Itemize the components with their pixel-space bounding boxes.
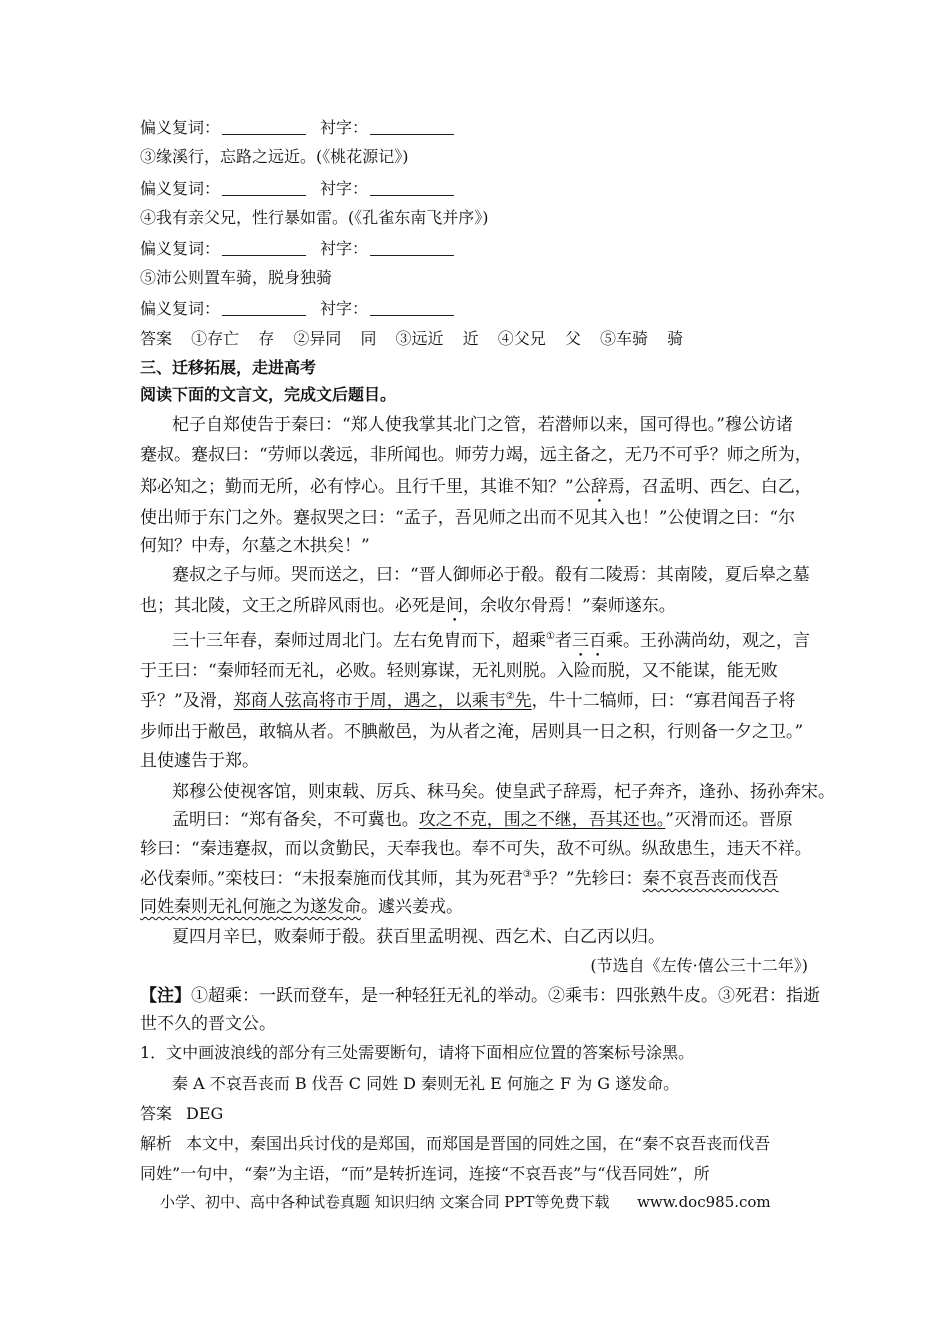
- answer-blank[interactable]: [370, 301, 454, 316]
- answer-blank[interactable]: [222, 181, 306, 196]
- passage-line: 郑穆公使视客馆，则束载、厉兵、秣马矣。使皇武子辞焉，杞子奔齐，逢孙、扬孙奔宋。: [172, 782, 835, 802]
- footer-link[interactable]: www.doc985.com: [637, 1193, 771, 1211]
- exercise-item: ④我有亲父兄，性行暴如雷。(《孔雀东南飞并序》): [140, 208, 489, 227]
- answer-value: ⑤车骑: [599, 329, 648, 348]
- footnote-mark: ②: [505, 691, 515, 702]
- answer-value: ①存亡: [191, 329, 240, 348]
- question-answer: [140, 1103, 223, 1125]
- answer-label: 答案: [140, 329, 173, 348]
- blank-label: 偏义复词：: [140, 118, 221, 137]
- answer-blank[interactable]: [370, 241, 454, 256]
- passage-line: 于王曰：“秦师轻而无礼，必败。轻则寡谋，无礼则脱。入险而脱，又不能谋，能无败: [140, 661, 778, 681]
- answer-value: DEG: [186, 1104, 224, 1123]
- exercise-blank-row: [140, 238, 468, 260]
- exercise-blank-row: [140, 117, 468, 139]
- answer-blank[interactable]: [370, 181, 454, 196]
- exercise-item: ⑤沛公则置车骑，脱身独骑: [140, 268, 333, 287]
- exercise-item: ③缘溪行，忘路之远近。(《桃花源记》): [140, 147, 409, 166]
- answer-value: ②异同: [293, 329, 342, 348]
- answer-value: 骑: [667, 329, 684, 348]
- blank-label: 偏义复词：: [140, 299, 221, 318]
- passage-line: 三十三年春，秦师过周北门。左右免胄而下，超乘①者三百乘。王孙满尚幼，观之，言: [172, 631, 810, 651]
- footnote-mark: ③: [522, 869, 532, 880]
- passage-line: 蹇叔之子与师。哭而送之，曰：“晋人御师必于殽。殽有二陵焉：其南陵，夏后皋之墓: [172, 565, 810, 585]
- answer-value: 存: [258, 329, 275, 348]
- passage-line: 何知？中寿，尔墓之木拱矣！”: [140, 536, 370, 556]
- passage-line: 孟明曰：“郑有备矣，不可冀也。攻之不克，围之不继，吾其还也。”灭滑而还。晋原: [172, 810, 793, 830]
- exercise-answer: [140, 328, 683, 350]
- answer-label: 答案: [140, 1104, 173, 1123]
- passage-line: 乎？”及滑，郑商人弦高将市于周，遇之，以乘韦②先，牛十二犒师，曰：“寡君闻吾子将: [140, 691, 796, 711]
- passage-line: 郑必知之；勤而无所，必有悖心。且行千里，其谁不知？”公辞焉，召孟明、西乞、白乙，: [140, 477, 812, 497]
- passage-line: 轸曰：“秦违蹇叔，而以贪勤民，天奉我也。奉不可失，敌不可纵。纵敌患生，违天不祥。: [140, 839, 812, 859]
- section-title: 三、迁移拓展，走进高考: [140, 358, 317, 377]
- dotted-character: 三百: [571, 631, 606, 651]
- answer-value: ③远近: [395, 329, 444, 348]
- answer-blank[interactable]: [222, 241, 306, 256]
- page-footer: [160, 1192, 771, 1212]
- passage-line: 使出师于东门之外。蹇叔哭之曰：“孟子，吾见师之出而不见其入也！”公使谓之曰：“尔: [140, 508, 796, 528]
- blank-label: 衬字：: [320, 179, 369, 198]
- section-instruction: 阅读下面的文言文，完成文后题目。: [140, 385, 397, 404]
- footnote-mark: ①: [546, 631, 555, 642]
- dotted-character: 间: [446, 596, 463, 616]
- passage-source: (节选自《左传·僖公三十二年》): [590, 956, 808, 975]
- passage-line: 夏四月辛巳，败秦师于殽。获百里孟明视、西乞术、白乙丙以归。: [172, 927, 665, 947]
- underlined-sentence: 郑商人弦高将市于周，遇之，以乘韦②先: [233, 691, 532, 711]
- passage-line: 蹇叔。蹇叔曰：“劳师以袭远，非所闻也。师劳力竭，远主备之，无乃不可乎？师之所为，: [140, 445, 812, 465]
- blank-label: 衬字：: [320, 239, 369, 258]
- passage-line: 同姓秦则无礼何施之为遂发命。遽兴姜戎。: [140, 897, 463, 917]
- question-text: 1．文中画波浪线的部分有三处需要断句，请将下面相应位置的答案标号涂黑。: [140, 1043, 695, 1062]
- wavy-underlined-text: 秦不哀吾丧而伐吾: [642, 869, 779, 889]
- answer-value: ④父兄: [497, 329, 546, 348]
- passage-line: 杞子自郑使告于秦曰：“郑人使我掌其北门之管，若潜师以来，国可得也。”穆公访诸: [172, 415, 793, 435]
- exercise-blank-row: [140, 178, 468, 200]
- notes-line: 【注】①超乘：一跃而登车，是一种轻狂无礼的举动。②乘韦：四张熟牛皮。③死君：指逝: [140, 986, 820, 1006]
- passage-line: 也；其北陵，文王之所辟风雨也。必死是间，余收尔骨焉！”秦师遂东。: [140, 596, 676, 616]
- answer-blank[interactable]: [370, 120, 454, 135]
- notes-line: 世不久的晋文公。: [140, 1014, 276, 1034]
- notes-label: 【注】: [140, 986, 191, 1006]
- answer-value: 父: [564, 329, 581, 348]
- passage-line: 且使遽告于郑。: [140, 751, 259, 771]
- passage-line: 步师出于敝邑，敢犒从者。不腆敝邑，为从者之淹，居则具一日之积，行则备一夕之卫。”: [140, 722, 804, 742]
- blank-label: 偏义复词：: [140, 239, 221, 258]
- underlined-sentence: 攻之不克，围之不继，吾其还也。: [418, 810, 666, 830]
- analysis-line: 同姓”一句中，“秦”为主语，“而”是转折连词，连接“不哀吾丧”与“伐吾同姓”，所: [140, 1164, 710, 1183]
- question-options: 秦 A 不哀吾丧而 B 伐吾 C 同姓 D 秦则无礼 E 何施之 F 为 G 遂发命。: [172, 1074, 680, 1093]
- answer-blank[interactable]: [222, 301, 306, 316]
- wavy-underlined-text: 同姓秦则无礼何施之为遂发命: [140, 897, 361, 917]
- dotted-character: 辞: [590, 477, 608, 497]
- footer-text: 小学、初中、高中各种试卷真题 知识归纳 文案合同 PPT等免费下载: [160, 1193, 610, 1211]
- answer-blank[interactable]: [222, 120, 306, 135]
- blank-label: 偏义复词：: [140, 179, 221, 198]
- blank-label: 衬字：: [320, 118, 369, 137]
- answer-value: 同: [360, 329, 377, 348]
- passage-line: 必伐秦师。”栾枝曰：“未报秦施而伐其师，其为死君③乎？”先轸曰：秦不哀吾丧而伐吾: [140, 869, 779, 889]
- blank-label: 衬字：: [320, 299, 369, 318]
- exercise-blank-row: [140, 298, 468, 320]
- analysis-line: 解析 本文中，秦国出兵讨伐的是郑国，而郑国是晋国的同姓之国，在“秦不哀吾丧而伐吾: [140, 1134, 771, 1153]
- analysis-label: 解析: [140, 1134, 173, 1153]
- answer-value: 近: [462, 329, 479, 348]
